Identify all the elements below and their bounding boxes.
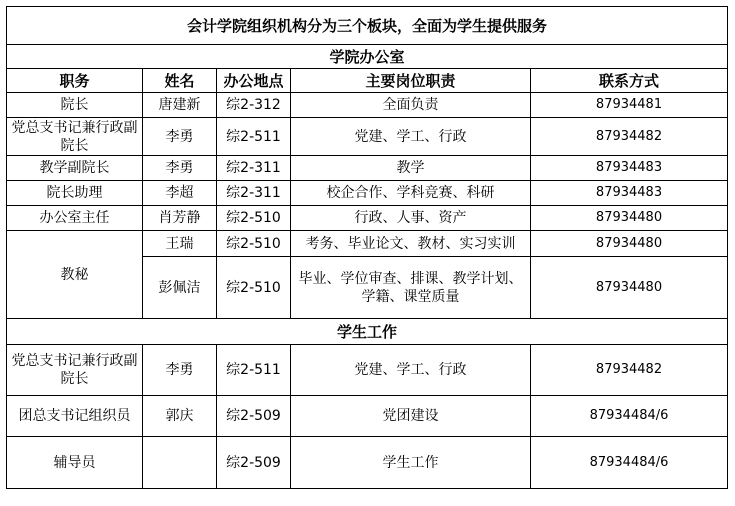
cell-contact: 87934483	[531, 181, 728, 206]
cell-duty: 学生工作	[291, 437, 531, 489]
section-title-student: 学生工作	[7, 319, 728, 345]
cell-contact: 87934482	[531, 118, 728, 156]
cell-location: 综2-311	[217, 156, 291, 181]
cell-duty: 教学	[291, 156, 531, 181]
cell-contact: 87934483	[531, 156, 728, 181]
header-duty: 主要岗位职责	[291, 69, 531, 93]
table-row	[7, 437, 728, 489]
cell-location: 综2-511	[217, 118, 291, 156]
cell-location: 综2-510	[217, 206, 291, 231]
cell-role: 教学副院长	[7, 156, 143, 181]
header-location: 办公地点	[217, 69, 291, 93]
cell-duty: 毕业、学位审查、排课、教学计划、学籍、课堂质量	[291, 257, 531, 319]
cell-name: 王瑞	[143, 231, 217, 257]
cell-name: 肖芳静	[143, 206, 217, 231]
header-name: 姓名	[143, 69, 217, 93]
section-row-office	[7, 45, 728, 69]
header-row	[7, 69, 728, 93]
cell-duty: 校企合作、学科竞赛、科研	[291, 181, 531, 206]
cell-location: 综2-312	[217, 93, 291, 118]
section-title-office: 学院办公室	[7, 45, 728, 69]
cell-name: 李勇	[143, 156, 217, 181]
cell-contact: 87934480	[531, 231, 728, 257]
cell-name: 唐建新	[143, 93, 217, 118]
cell-duty: 全面负责	[291, 93, 531, 118]
table-row	[7, 118, 728, 156]
cell-role: 党总支书记兼行政副院长	[7, 118, 143, 156]
cell-name: 李勇	[143, 118, 217, 156]
cell-name: 彭佩洁	[143, 257, 217, 319]
table-row	[7, 93, 728, 118]
cell-contact: 87934480	[531, 206, 728, 231]
cell-location: 综2-509	[217, 396, 291, 437]
cell-location: 综2-311	[217, 181, 291, 206]
cell-location: 综2-509	[217, 437, 291, 489]
cell-role: 团总支书记组织员	[7, 396, 143, 437]
cell-duty: 党建、学工、行政	[291, 118, 531, 156]
cell-role-jiaomi: 教秘	[7, 231, 143, 319]
cell-location: 综2-510	[217, 231, 291, 257]
cell-name	[143, 437, 217, 489]
table-row	[7, 396, 728, 437]
header-contact: 联系方式	[531, 69, 728, 93]
cell-duty: 考务、毕业论文、教材、实习实训	[291, 231, 531, 257]
cell-name: 李超	[143, 181, 217, 206]
table-title: 会计学院组织机构分为三个板块，全面为学生提供服务	[7, 7, 728, 45]
cell-role: 院长	[7, 93, 143, 118]
table-row	[7, 206, 728, 231]
table-row	[7, 345, 728, 396]
cell-duty: 行政、人事、资产	[291, 206, 531, 231]
title-row	[7, 7, 728, 45]
cell-duty: 党建、学工、行政	[291, 345, 531, 396]
organization-table	[6, 6, 728, 489]
cell-contact: 87934484/6	[531, 437, 728, 489]
table-row	[7, 156, 728, 181]
section-row-student	[7, 319, 728, 345]
cell-role: 院长助理	[7, 181, 143, 206]
cell-contact: 87934484/6	[531, 396, 728, 437]
cell-contact: 87934480	[531, 257, 728, 319]
cell-name: 郭庆	[143, 396, 217, 437]
header-role: 职务	[7, 69, 143, 93]
cell-duty: 党团建设	[291, 396, 531, 437]
cell-role: 辅导员	[7, 437, 143, 489]
cell-location: 综2-511	[217, 345, 291, 396]
table-row	[7, 181, 728, 206]
cell-contact: 87934481	[531, 93, 728, 118]
cell-contact: 87934482	[531, 345, 728, 396]
cell-role: 办公室主任	[7, 206, 143, 231]
cell-name: 李勇	[143, 345, 217, 396]
table-row	[7, 231, 728, 257]
cell-location: 综2-510	[217, 257, 291, 319]
cell-role: 党总支书记兼行政副院长	[7, 345, 143, 396]
